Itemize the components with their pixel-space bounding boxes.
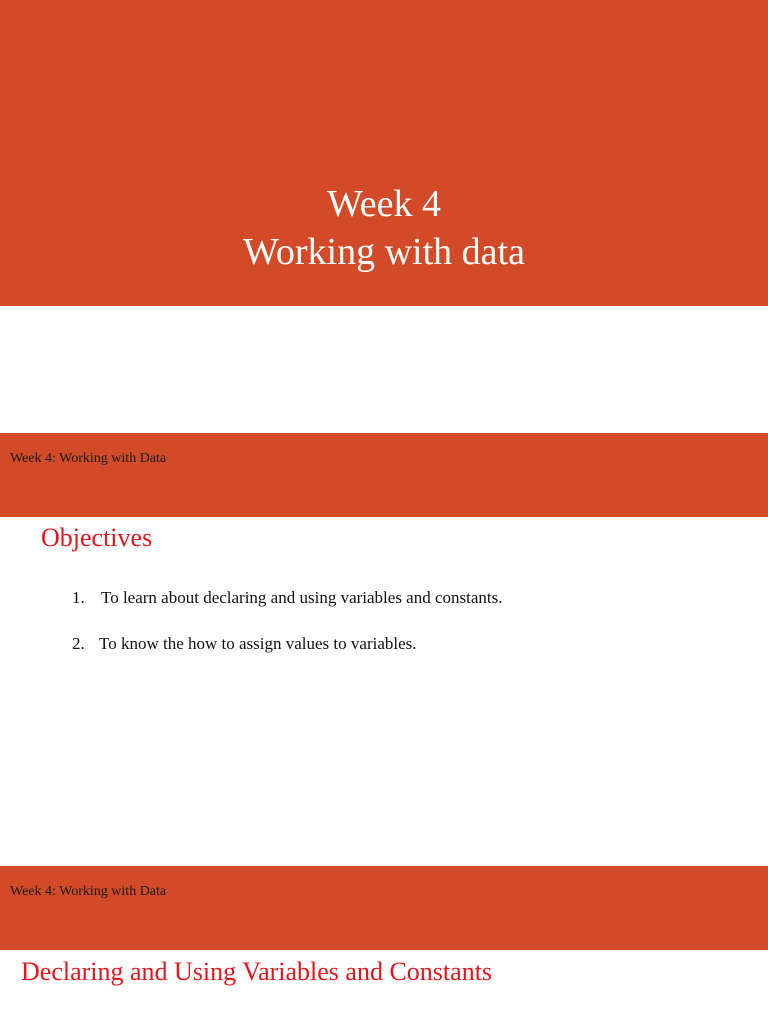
slide3-header-text: Week 4: Working with Data — [10, 884, 167, 899]
slide3-header-band — [0, 866, 768, 950]
objectives-heading: Objectives — [41, 523, 153, 552]
title-week: Week 4 — [326, 183, 442, 225]
slide-title — [243, 180, 525, 276]
slide2-header-text: Week 4: Working with Data — [10, 451, 167, 466]
slide2-header-band — [0, 433, 768, 517]
title-slide — [0, 0, 768, 306]
list-item-number: 2. — [72, 634, 85, 653]
declaring-heading: Declaring and Using Variables and Constants — [21, 957, 493, 986]
list-item-text: To learn about declaring and using variables and constants. — [101, 588, 503, 607]
list-item-text: To know the how to assign values to variables. — [99, 634, 417, 653]
title-topic: Working with data — [243, 231, 525, 273]
list-item-number: 1. — [72, 588, 85, 607]
